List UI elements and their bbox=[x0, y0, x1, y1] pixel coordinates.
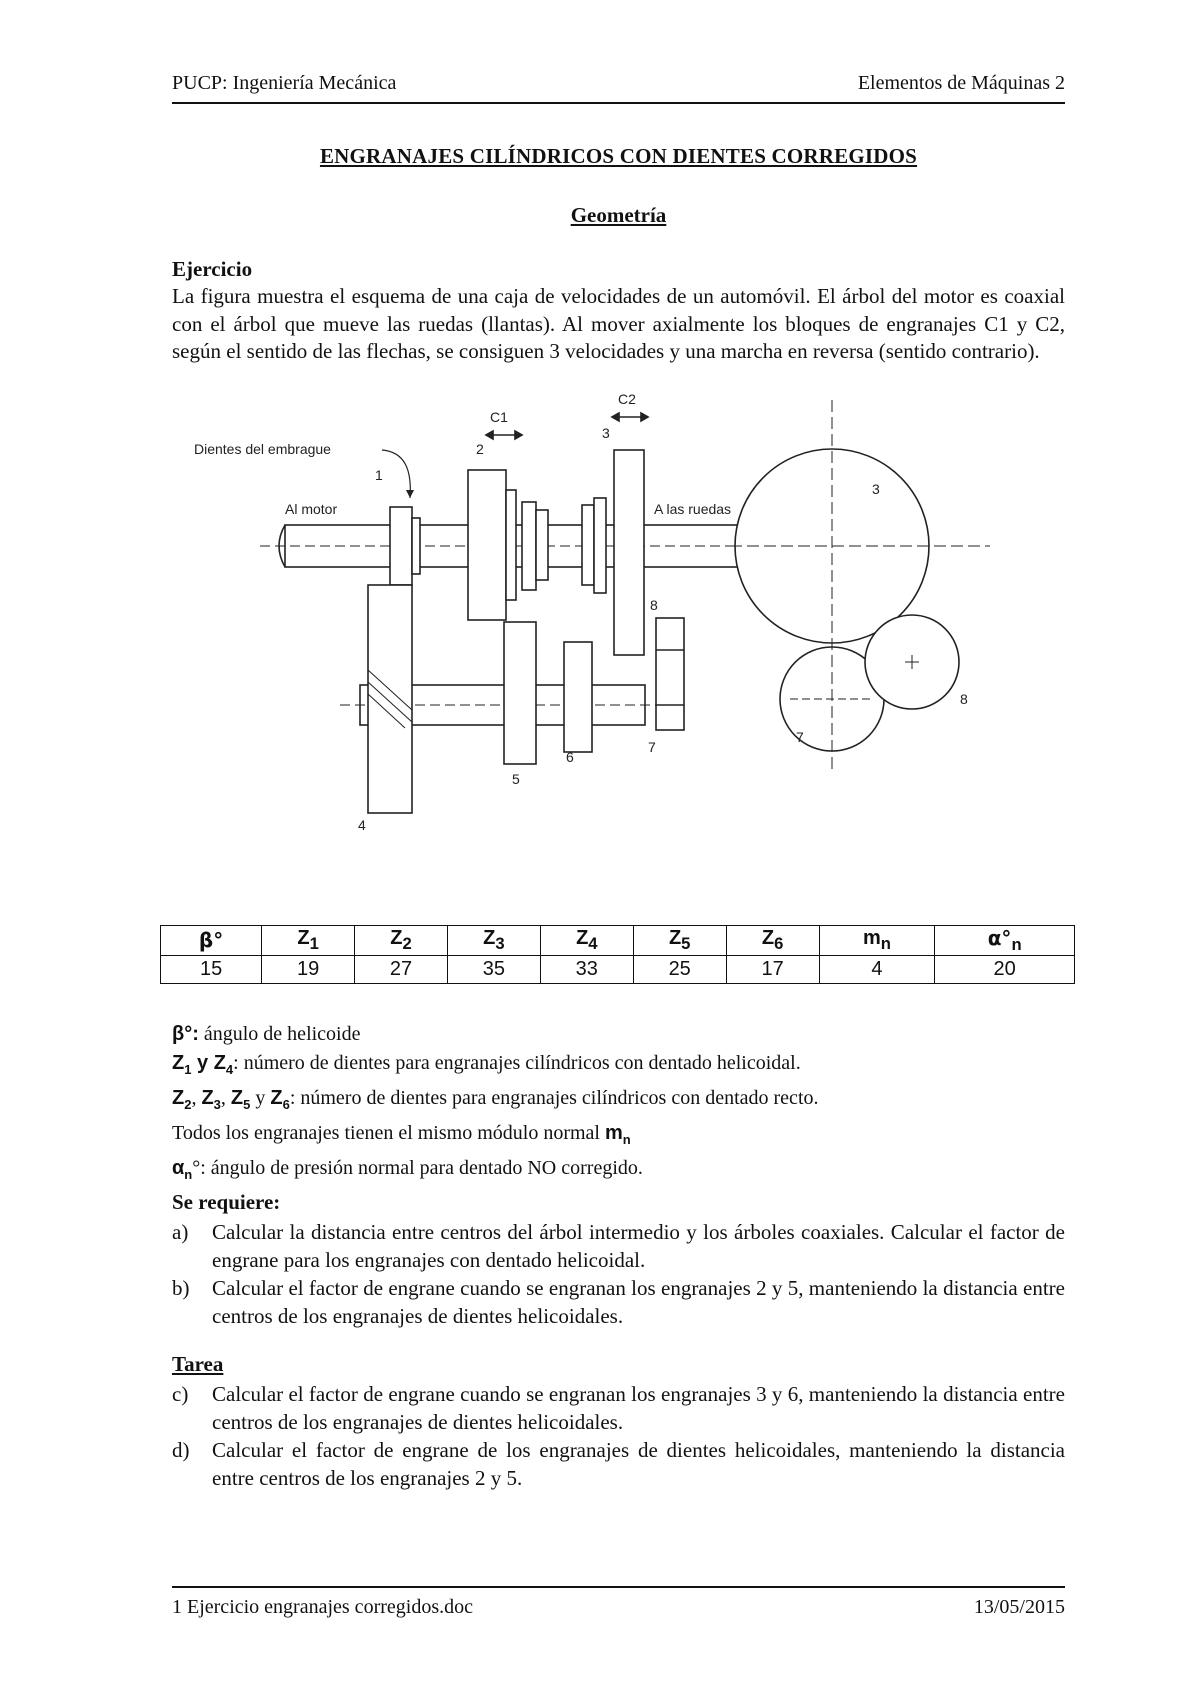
col-beta: β° bbox=[161, 926, 262, 956]
gear-2 bbox=[468, 470, 506, 620]
label-wheels: A las ruedas bbox=[654, 501, 732, 517]
gear-3 bbox=[614, 450, 644, 655]
page-header bbox=[172, 70, 1065, 104]
table-cell: 25 bbox=[633, 956, 726, 984]
gear-number: 5 bbox=[512, 771, 520, 787]
table-cell: 4 bbox=[819, 956, 935, 984]
table-cell: 17 bbox=[726, 956, 819, 984]
gear-5 bbox=[504, 622, 536, 764]
parameters-table bbox=[160, 925, 1075, 984]
homework-heading: Tarea bbox=[172, 1352, 224, 1376]
label-c2: C2 bbox=[618, 391, 636, 407]
gear-4 bbox=[368, 585, 412, 813]
def-alpha: $\alpha_n^\circ$: ángulo de presión normal para dentado NO corregido. bbox=[172, 1157, 643, 1182]
gear-6 bbox=[564, 642, 592, 752]
col-z6: $Z_6$ bbox=[726, 926, 819, 956]
section-subtitle: Geometría bbox=[570, 203, 667, 227]
gearbox-diagram bbox=[194, 391, 1085, 890]
col-z2: $Z_2$ bbox=[355, 926, 448, 956]
col-z1: $Z_1$ bbox=[262, 926, 355, 956]
table-cell: 15 bbox=[161, 956, 262, 984]
side-label: 8 bbox=[960, 691, 968, 707]
exercise-heading: Ejercicio bbox=[172, 257, 253, 281]
exercise-paragraph: La figura muestra el esquema de una caja de velocidades de un automóvil. El árbol del motor es coaxial con el árbol que mueve las ruedas (llantas). Al mover axialmente los bloques de engranajes C1 y C2, según el sentido de las flechas, se consiguen 3 velocidades y una marcha en reversa (sentido contrario). bbox=[172, 284, 1065, 363]
requirements-heading: Se requiere: bbox=[172, 1190, 281, 1214]
table-cell: 20 bbox=[935, 956, 1075, 984]
col-z4: $Z_4$ bbox=[540, 926, 633, 956]
label-c1: C1 bbox=[490, 409, 508, 425]
gear-number: 1 bbox=[375, 467, 383, 483]
footer-date: 13/05/2015 bbox=[973, 1596, 1065, 1618]
def-z2356: $Z_2$, $Z_3$, $Z_5$ y $Z_6$: número de dientes para engranajes cilíndricos con dentado recto. bbox=[172, 1087, 819, 1112]
list-item: c) Calcular el factor de engrane cuando se engranan los engranajes 3 y 6, manteniendo la distancia entre centros de los engranajes de dientes helicoidales. bbox=[172, 1382, 1065, 1434]
label-clutch-teeth: Dientes del embrague bbox=[194, 441, 331, 457]
gear-number: 2 bbox=[476, 441, 484, 457]
header-institution: PUCP: Ingeniería Mecánica bbox=[172, 72, 397, 94]
gear-number: 6 bbox=[566, 749, 574, 765]
def-module: Todos los engranajes tienen el mismo módulo normal $m_n$ bbox=[172, 1122, 631, 1147]
gear-number: 7 bbox=[648, 739, 656, 755]
table-cell: 35 bbox=[447, 956, 540, 984]
requirements-list bbox=[172, 1218, 1065, 1330]
document-title: ENGRANAJES CILÍNDRICOS CON DIENTES CORREGIDOS bbox=[319, 144, 918, 168]
gear-number: 4 bbox=[358, 817, 366, 833]
gear-1 bbox=[390, 507, 412, 585]
page-footer bbox=[172, 1586, 1065, 1618]
col-z3: $Z_3$ bbox=[447, 926, 540, 956]
col-alpha: $\alpha^\circ_n$ bbox=[935, 926, 1075, 956]
def-z14: $Z_1$ y $Z_4$: número de dientes para engranajes cilíndricos con dentado helicoidal. bbox=[172, 1052, 801, 1077]
gear-number: 3 bbox=[602, 425, 610, 441]
side-label: 3 bbox=[872, 481, 880, 497]
table-cell: 33 bbox=[540, 956, 633, 984]
col-mn: $m_n$ bbox=[819, 926, 935, 956]
footer-filename: 1 Ejercicio engranajes corregidos.doc bbox=[172, 1596, 473, 1618]
table-values-row bbox=[161, 956, 1075, 984]
side-label: 7 bbox=[796, 729, 804, 745]
def-beta: β°: ángulo de helicoide bbox=[172, 1023, 361, 1045]
table-header-row bbox=[161, 926, 1075, 956]
gear-7 bbox=[656, 618, 684, 730]
homework-list bbox=[172, 1380, 1065, 1492]
label-motor: Al motor bbox=[285, 501, 338, 517]
list-item: a) Calcular la distancia entre centros del árbol intermedio y los árboles coaxiales. Calcular el factor de engrane para los engranajes con dentado helicoidal. bbox=[172, 1220, 1065, 1272]
col-z5: $Z_5$ bbox=[633, 926, 726, 956]
list-item: b) Calcular el factor de engrane cuando se engranan los engranajes 2 y 5, manteniendo la distancia entre centros de los engranajes de dientes helicoidales. bbox=[172, 1276, 1065, 1328]
list-item: d) Calcular el factor de engrane de los engranajes de dientes helicoidales, manteniendo la distancia entre centros de los engranajes 2 y 5. bbox=[172, 1438, 1065, 1490]
definitions bbox=[172, 1020, 1065, 1189]
gear-number: 8 bbox=[650, 597, 658, 613]
header-course: Elementos de Máquinas 2 bbox=[857, 72, 1065, 94]
table-cell: 27 bbox=[355, 956, 448, 984]
table-cell: 19 bbox=[262, 956, 355, 984]
